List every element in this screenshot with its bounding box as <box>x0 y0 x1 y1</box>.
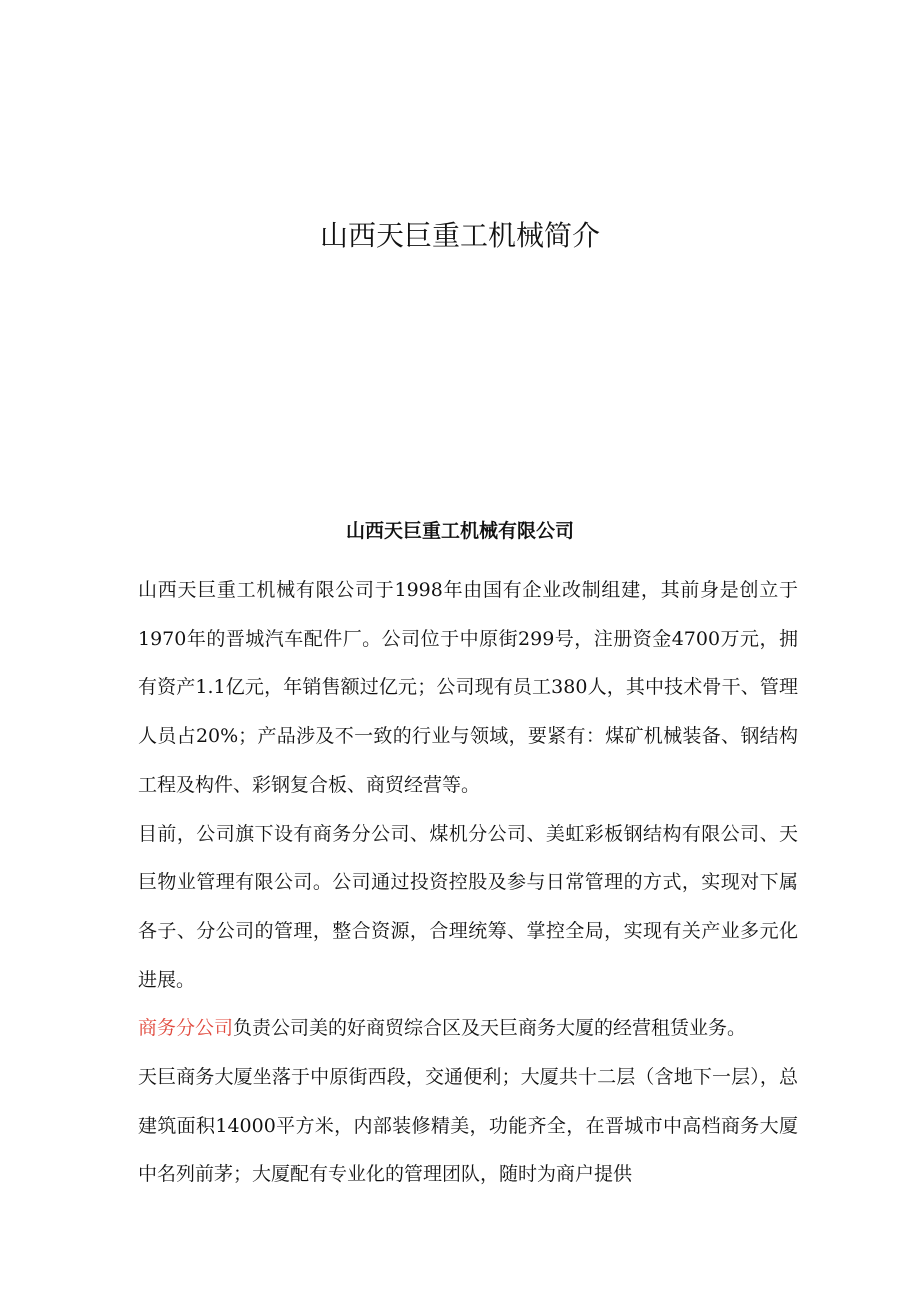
commerce-paragraph <box>138 1004 798 1053</box>
building-paragraph: 天巨商务大厦坐落于中原街西段，交通便利；大厦共十二层（含地下一层），总建筑面积14000平方米，内部装修精美，功能齐全，在晋城市中高档商务大厦中名列前茅；大厦配有专业化的管理团队，随时为商户提供 <box>138 1066 798 1186</box>
commerce-paragraph-text: 负责公司美的好商贸综合区及天巨商务大厦的经营租赁业务。 <box>233 1017 747 1040</box>
company-heading: 山西天巨重工机械有限公司 <box>345 520 574 542</box>
commerce-branch-highlight: 商务分公司 <box>138 1017 234 1040</box>
intro-paragraph: 山西天巨重工机械有限公司于1998年由国有企业改制组建，其前身是创立于1970年的晋城汽车配件厂。公司位于中原街299号，注册资金4700万元，拥有资产1.1亿元，年销售额过亿元；公司现有员工380人，其中技术骨干、管理人员占20%；产品涉及不一致的行业与领域，要紧有：煤矿机械装备、钢结构工程及构件、彩钢复合板、商贸经营等。 <box>138 579 798 796</box>
document-body <box>138 566 798 1199</box>
subsidiaries-paragraph: 目前，公司旗下设有商务分公司、煤机分公司、美虹彩板钢结构有限公司、天巨物业管理有限公司。公司通过投资控股及参与日常管理的方式，实现对下属各子、分公司的管理，整合资源，合理统筹、掌控全局，实现有关产业多元化进展。 <box>138 822 798 991</box>
document-title: 山西天巨重工机械简介 <box>319 219 600 252</box>
